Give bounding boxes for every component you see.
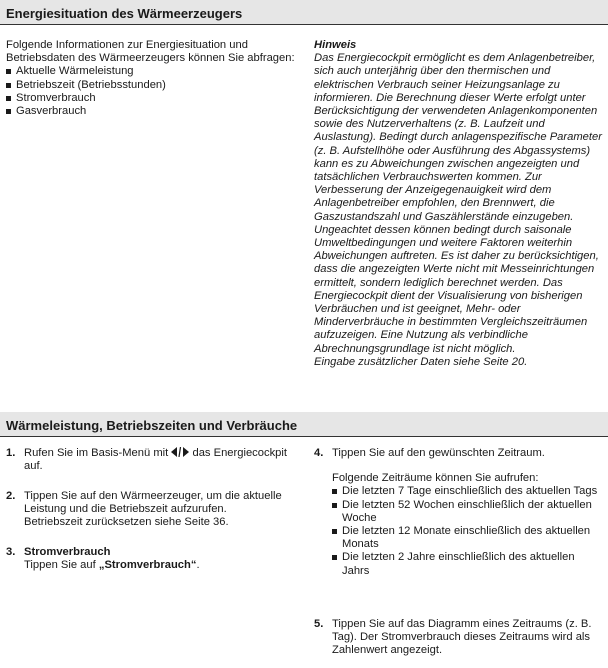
step-punct: .	[196, 559, 200, 572]
energy-info-column	[6, 39, 302, 118]
step-number: 4.	[314, 447, 324, 459]
section-title-energiesituation: Energiesituation des Wärmeerzeugers	[6, 6, 243, 21]
list-item: Die letzten 52 Wochen einschließlich der aktuellen Woche	[332, 499, 602, 525]
list-item: Die letzten 12 Monate einschließlich des aktuellen Monats	[332, 525, 602, 551]
info-list	[6, 65, 302, 118]
list-item: Stromverbrauch	[6, 92, 302, 105]
note-reference: Eingabe zusätzlicher Daten siehe Seite 20.	[314, 355, 528, 368]
step-action: „Stromverbrauch“	[98, 559, 197, 572]
list-item: Die letzten 2 Jahre einschließlich des aktuellen Jahrs	[332, 551, 602, 577]
hinweis-note	[314, 39, 602, 369]
step-reference: Betriebszeit zurücksetzen siehe Seite 36.	[24, 516, 229, 529]
step-title: Stromverbrauch	[24, 546, 111, 558]
step-text: Tippen Sie auf	[24, 559, 99, 572]
period-list	[332, 485, 602, 577]
step-text: Tippen Sie auf den gewünschten Zeitraum.	[332, 447, 545, 459]
step-number: 3.	[6, 546, 16, 558]
note-title: Hinweis	[314, 39, 357, 51]
list-item: Die letzten 7 Tage einschließlich des aktuellen Tags	[332, 485, 602, 498]
list-item: Betriebszeit (Betriebsstunden)	[6, 79, 302, 92]
step-number: 2.	[6, 490, 16, 502]
step-text: Tippen Sie auf das Diagramm eines Zeitraums (z. B. Tag). Der Stromverbrauch dieses Zeitraums wird als Zahlenwert angezeigt.	[332, 618, 592, 657]
step-number: 1.	[6, 447, 16, 459]
step-subtext: Folgende Zeiträume können Sie aufrufen:	[332, 472, 539, 485]
intro-text: Folgende Informationen zur Energiesituation und Betriebsdaten des Wärmeerzeugers können Sie abfragen:	[6, 39, 295, 65]
step-text: Rufen Sie im Basis-Menü mit	[24, 447, 169, 459]
step-text: das Energiecockpit auf.	[24, 447, 287, 473]
note-text: Das Energiecockpit ermöglicht es dem Anlagenbetreiber, sich auch unterjährig über den thermischen und elektrischen Verbrauch seiner Heizungsanlage zu informieren. Die Berechnung dieser Werte erfolgt unter Berücksichtigung der verwendeten Anlagenkomponenten sowie des Nutzerverhaltens (z. B. Laufzeit und Auslastung). Bedingt durch anlagenspezifische Parameter (z. B. Aufstellhöhe oder Ausführung des Abgassystems) kann es zu Abweichungen zwischen angezeigten und tatsächlichen Verbrauchswerten kommen. Zur Verbesserung der Anzeigegenauigkeit wird dem Anlagenbetreiber empfohlen, den Brennwert, die Gaszustandszahl und Gaszählerstände einzugeben. Ungeachtet dessen können bedingt durch saisonale Umweltbedingungen und weitere Faktoren weiterhin Abweichungen auftreten. Es ist daher zu berücksichtigen, dass die angezeigten Werte nicht mit Messeinrichtungen ermittelt, sondern lediglich berechnet werden. Das Energiecockpit dient der Visualisierung von bisherigen Verbräuchen und ist geeignet, Mehr- oder Minderverbräuche in bestimmten Vergleichszeiträumen aufzuzeigen. Eine Nutzung als verbindliche Abrechnungsgrundlage ist nicht möglich.	[314, 52, 602, 355]
section-title-waermeleistung: Wärmeleistung, Betriebszeiten und Verbräuche	[6, 418, 298, 433]
step-1	[6, 447, 296, 473]
step-3	[6, 546, 296, 572]
step-5	[314, 618, 602, 658]
left-right-arrows-icon	[171, 447, 189, 457]
step-2	[6, 490, 296, 530]
step-number: 5.	[314, 618, 324, 630]
step-4	[314, 447, 602, 578]
list-item: Gasverbrauch	[6, 105, 302, 118]
list-item: Aktuelle Wärmeleistung	[6, 65, 302, 78]
step-text: Tippen Sie auf den Wärmeerzeuger, um die aktuelle Leistung und die Betriebszeit aufzurufen.	[24, 490, 282, 516]
